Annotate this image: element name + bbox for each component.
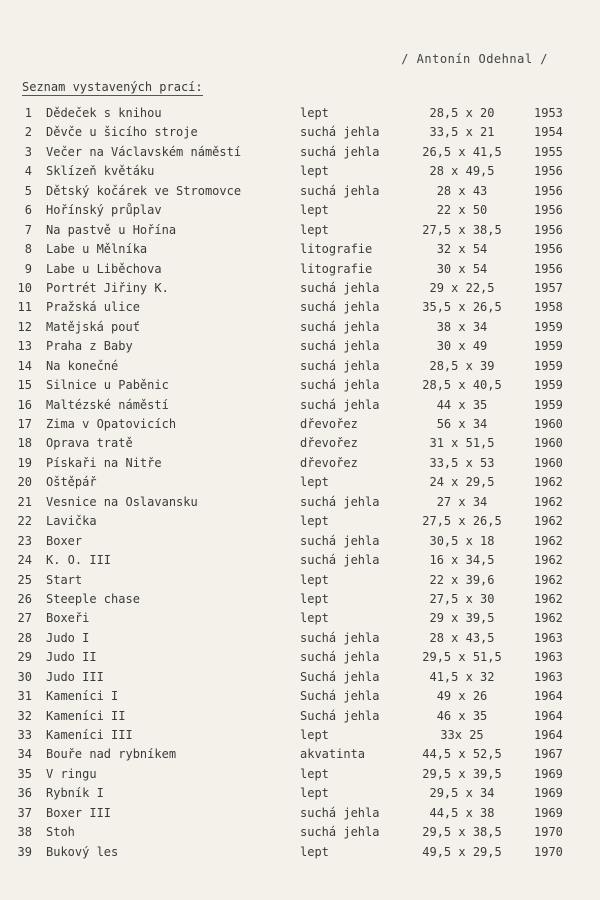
item-number: 18	[17, 436, 32, 451]
list-item	[0, 648, 600, 667]
item-technique: suchá jehla	[300, 825, 380, 840]
item-year: 1960	[534, 436, 563, 451]
item-title: Zima v Opatovicích	[46, 417, 177, 431]
item-title: Judo II	[46, 650, 97, 665]
item-technique: akvatinta	[300, 747, 366, 762]
item-number: 16	[17, 397, 32, 412]
list-item	[0, 279, 600, 298]
item-number: 28	[17, 630, 32, 645]
list-item	[0, 629, 600, 648]
item-title: Bukový les	[46, 844, 119, 859]
item-technique: suchá jehla	[300, 378, 380, 393]
item-year: 1962	[534, 591, 563, 606]
item-size: 22 x 39,6	[429, 572, 495, 587]
item-year: 1970	[534, 844, 563, 859]
item-technique: lept	[300, 106, 329, 120]
list-item	[0, 707, 600, 726]
item-number: 2	[24, 125, 32, 140]
list-item	[0, 532, 600, 551]
item-number: 11	[17, 300, 32, 315]
item-year: 1955	[534, 144, 563, 159]
item-technique: Suchá jehla	[300, 708, 380, 723]
item-title: Silnice u Paběnic	[46, 378, 169, 393]
item-title: Judo I	[46, 630, 90, 645]
item-title: V ringu	[46, 766, 97, 781]
item-number: 26	[17, 591, 32, 606]
item-number: 14	[17, 358, 32, 373]
item-number: 37	[17, 805, 32, 820]
list-item	[0, 609, 600, 628]
item-size: 44 x 35	[436, 397, 488, 412]
item-technique: lept	[300, 844, 329, 859]
item-size: 29 x 39,5	[429, 611, 495, 626]
item-year: 1962	[534, 572, 563, 587]
list-item	[0, 143, 600, 162]
item-title: Labe u Mělníka	[46, 242, 148, 257]
list-item	[0, 357, 600, 376]
list-heading: Seznam vystavených prací:	[22, 80, 203, 94]
list-item	[0, 434, 600, 453]
list-item	[0, 687, 600, 706]
item-number: 6	[24, 203, 32, 218]
item-size: 28 x 43	[436, 183, 488, 198]
item-size: 16 x 34,5	[429, 553, 495, 568]
list-item	[0, 551, 600, 570]
item-title: Děvče u šicího stroje	[46, 125, 198, 140]
item-size: 27,5 x 38,5	[422, 222, 502, 237]
item-year: 1959	[534, 339, 563, 354]
item-technique: suchá jehla	[300, 533, 380, 548]
item-size: 29,5 x 38,5	[422, 825, 502, 840]
item-size: 28,5 x 40,5	[422, 378, 502, 393]
item-size: 24 x 29,5	[429, 475, 495, 490]
item-number: 12	[17, 319, 32, 334]
list-item	[0, 104, 600, 123]
item-size: 38 x 34	[436, 319, 488, 334]
item-technique: suchá jehla	[300, 183, 380, 198]
item-title: Kameníci III	[46, 728, 133, 742]
item-size: 46 x 35	[436, 708, 488, 723]
item-number: 35	[17, 766, 32, 781]
item-size: 49 x 26	[436, 689, 488, 704]
author-name: / Antonín Odehnal /	[401, 52, 548, 66]
item-title: Kameníci I	[46, 689, 119, 704]
item-number: 20	[17, 475, 32, 490]
item-number: 15	[17, 378, 32, 393]
item-number: 30	[17, 669, 32, 684]
item-title: Dědeček s knihou	[46, 106, 162, 120]
item-size: 29 x 22,5	[429, 280, 495, 295]
item-size: 33x 25	[440, 728, 484, 742]
item-technique: lept	[300, 766, 329, 781]
item-technique: suchá jehla	[300, 144, 380, 159]
item-title: Bouře nad rybníkem	[46, 747, 177, 762]
list-item	[0, 221, 600, 240]
item-number: 25	[17, 572, 32, 587]
item-technique: suchá jehla	[300, 650, 380, 665]
item-title: Na konečné	[46, 358, 119, 373]
item-year: 1954	[534, 125, 563, 140]
item-technique: suchá jehla	[300, 339, 380, 354]
item-title: Portrét Jiřiny K.	[46, 280, 169, 295]
list-item	[0, 823, 600, 842]
item-number: 24	[17, 553, 32, 568]
item-technique: lept	[300, 728, 329, 742]
item-number: 29	[17, 650, 32, 665]
item-year: 1970	[534, 825, 563, 840]
item-technique: suchá jehla	[300, 125, 380, 140]
item-size: 28,5 x 39	[429, 358, 495, 373]
list-item	[0, 765, 600, 784]
item-title: Kameníci II	[46, 708, 126, 723]
item-technique: lept	[300, 203, 329, 218]
item-size: 27,5 x 30	[429, 591, 495, 606]
item-technique: suchá jehla	[300, 805, 380, 820]
item-size: 22 x 50	[436, 203, 488, 218]
item-size: 33,5 x 21	[429, 125, 495, 140]
list-item	[0, 571, 600, 590]
item-technique: suchá jehla	[300, 280, 380, 295]
item-number: 32	[17, 708, 32, 723]
item-year: 1964	[534, 708, 563, 723]
item-technique: dřevořez	[300, 455, 358, 470]
item-title: Rybník I	[46, 786, 104, 801]
item-technique: suchá jehla	[300, 300, 380, 315]
item-title: Pískaři na Nitře	[46, 455, 162, 470]
item-size: 28 x 43,5	[429, 630, 495, 645]
item-size: 31 x 51,5	[429, 436, 495, 451]
item-year: 1963	[534, 669, 563, 684]
item-year: 1962	[534, 533, 563, 548]
item-number: 23	[17, 533, 32, 548]
item-year: 1960	[534, 417, 563, 431]
list-item	[0, 318, 600, 337]
item-technique: dřevořez	[300, 417, 358, 431]
list-item	[0, 182, 600, 201]
item-technique: Suchá jehla	[300, 669, 380, 684]
list-item	[0, 298, 600, 317]
item-number: 8	[24, 242, 32, 257]
item-year: 1956	[534, 261, 563, 276]
item-size: 30 x 49	[436, 339, 488, 354]
item-year: 1964	[534, 689, 563, 704]
item-number: 19	[17, 455, 32, 470]
item-size: 32 x 54	[436, 242, 488, 257]
item-year: 1960	[534, 455, 563, 470]
item-title: Steeple chase	[46, 591, 140, 606]
item-title: Sklízeň květáku	[46, 164, 155, 179]
item-title: Boxer III	[46, 805, 112, 820]
item-year: 1956	[534, 164, 563, 179]
list-item	[0, 726, 600, 745]
item-number: 39	[17, 844, 32, 859]
item-title: Matějská pouť	[46, 319, 140, 334]
item-year: 1959	[534, 319, 563, 334]
item-number: 31	[17, 689, 32, 704]
list-item	[0, 201, 600, 220]
item-year: 1962	[534, 611, 563, 626]
item-number: 5	[24, 183, 32, 198]
item-size: 26,5 x 41,5	[422, 144, 502, 159]
list-item	[0, 473, 600, 492]
item-number: 13	[17, 339, 32, 354]
item-year: 1969	[534, 766, 563, 781]
list-item	[0, 843, 600, 862]
item-year: 1964	[534, 728, 563, 742]
item-year: 1963	[534, 630, 563, 645]
item-year: 1962	[534, 514, 563, 529]
item-number: 34	[17, 747, 32, 762]
item-year: 1956	[534, 222, 563, 237]
item-title: Večer na Václavském náměstí	[46, 144, 242, 159]
item-number: 1	[24, 106, 32, 120]
list-item	[0, 493, 600, 512]
item-size: 28,5 x 20	[429, 106, 495, 120]
list-item	[0, 804, 600, 823]
list-item	[0, 512, 600, 531]
item-technique: suchá jehla	[300, 494, 380, 509]
item-technique: lept	[300, 611, 329, 626]
item-number: 10	[17, 280, 32, 295]
item-title: Hořínský průplav	[46, 203, 162, 218]
item-size: 30,5 x 18	[429, 533, 495, 548]
list-item	[0, 590, 600, 609]
item-year: 1969	[534, 805, 563, 820]
item-title: Stoh	[46, 825, 75, 840]
item-number: 36	[17, 786, 32, 801]
item-year: 1958	[534, 300, 563, 315]
item-technique: lept	[300, 222, 329, 237]
list-item	[0, 376, 600, 395]
item-technique: suchá jehla	[300, 397, 380, 412]
item-year: 1957	[534, 280, 563, 295]
item-size: 33,5 x 53	[429, 455, 495, 470]
item-title: Pražská ulice	[46, 300, 140, 315]
item-title: Maltézské náměstí	[46, 397, 169, 412]
item-title: Oštěpář	[46, 475, 97, 490]
item-year: 1959	[534, 397, 563, 412]
list-item	[0, 668, 600, 687]
item-number: 17	[17, 417, 32, 431]
item-technique: lept	[300, 786, 329, 801]
item-size: 35,5 x 26,5	[422, 300, 502, 315]
item-size: 29,5 x 51,5	[422, 650, 502, 665]
item-title: Labe u Liběchova	[46, 261, 162, 276]
item-year: 1969	[534, 786, 563, 801]
list-item	[0, 784, 600, 803]
item-year: 1953	[534, 106, 563, 120]
item-size: 30 x 54	[436, 261, 488, 276]
works-list	[0, 104, 600, 862]
item-title: Lavička	[46, 514, 97, 529]
item-number: 38	[17, 825, 32, 840]
list-item	[0, 337, 600, 356]
item-title: Dětský kočárek ve Stromovce	[46, 183, 242, 198]
item-technique: suchá jehla	[300, 319, 380, 334]
item-year: 1959	[534, 358, 563, 373]
item-technique: Suchá jehla	[300, 689, 380, 704]
item-technique: lept	[300, 572, 329, 587]
item-title: K. O. III	[46, 553, 112, 568]
item-number: 3	[24, 144, 32, 159]
list-item	[0, 240, 600, 259]
list-item	[0, 415, 600, 434]
list-item	[0, 123, 600, 142]
list-item	[0, 745, 600, 764]
item-number: 27	[17, 611, 32, 626]
item-technique: lept	[300, 514, 329, 529]
item-size: 28 x 49,5	[429, 164, 495, 179]
item-technique: lept	[300, 164, 329, 179]
list-item	[0, 162, 600, 181]
item-size: 27 x 34	[436, 494, 488, 509]
item-year: 1962	[534, 475, 563, 490]
item-year: 1959	[534, 378, 563, 393]
item-size: 27,5 x 26,5	[422, 514, 502, 529]
item-year: 1956	[534, 203, 563, 218]
item-year: 1967	[534, 747, 563, 762]
item-title: Praha z Baby	[46, 339, 133, 354]
item-size: 44,5 x 52,5	[422, 747, 502, 762]
item-size: 49,5 x 29,5	[422, 844, 502, 859]
item-title: Boxeři	[46, 611, 90, 626]
item-size: 29,5 x 39,5	[422, 766, 502, 781]
list-item	[0, 454, 600, 473]
item-number: 33	[17, 728, 32, 742]
item-title: Na pastvě u Hořína	[46, 222, 177, 237]
item-technique: lept	[300, 591, 329, 606]
item-title: Boxer	[46, 533, 83, 548]
item-number: 9	[24, 261, 32, 276]
item-year: 1956	[534, 242, 563, 257]
item-size: 29,5 x 34	[429, 786, 495, 801]
item-title: Start	[46, 572, 83, 587]
item-technique: suchá jehla	[300, 358, 380, 373]
item-technique: litografie	[300, 242, 373, 257]
item-technique: suchá jehla	[300, 630, 380, 645]
item-year: 1956	[534, 183, 563, 198]
item-year: 1963	[534, 650, 563, 665]
item-size: 41,5 x 32	[429, 669, 495, 684]
item-title: Judo III	[46, 669, 104, 684]
item-year: 1962	[534, 494, 563, 509]
item-number: 21	[17, 494, 32, 509]
item-title: Vesnice na Oslavansku	[46, 494, 198, 509]
item-technique: litografie	[300, 261, 373, 276]
item-number: 22	[17, 514, 32, 529]
item-number: 4	[24, 164, 32, 179]
item-technique: suchá jehla	[300, 553, 380, 568]
item-size: 56 x 34	[436, 417, 488, 431]
item-year: 1962	[534, 553, 563, 568]
list-item	[0, 260, 600, 279]
item-technique: dřevořez	[300, 436, 358, 451]
item-number: 7	[24, 222, 32, 237]
item-technique: lept	[300, 475, 329, 490]
item-title: Oprava tratě	[46, 436, 133, 451]
list-item	[0, 396, 600, 415]
item-size: 44,5 x 38	[429, 805, 495, 820]
